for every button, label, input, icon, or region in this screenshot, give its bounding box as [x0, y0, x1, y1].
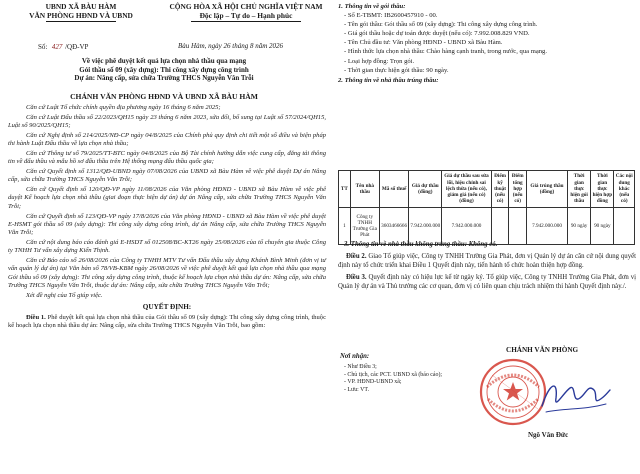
document-body	[8, 104, 326, 332]
table-cell: Công ty TNHH Trường Gia Phát	[350, 208, 379, 245]
column-header: Tên nhà thầu	[350, 171, 379, 208]
subject-line-2: Gói thầu số 09 (xây dựng): Thi công xây dựng công trình	[79, 65, 249, 74]
recital: Căn cứ Nghị định số 214/2025/NĐ-CP ngày 04/8/2025 của Chính phủ quy định chi tiết một số điều và biện pháp thi hành Luật Đấu thầu về lựa chọn nhà thầu;	[8, 131, 326, 148]
article-1-text: Phê duyệt kết quả lựa chọn nhà thầu của Gói thầu số 09 (xây dựng): Thi công xây dựng công trình, thuộc kế hoạch lựa chọn nhà thầu dự án: Nâng cấp, sửa chữa Trường THCS Nguyễn Văn Trỗi, bao gồm:	[8, 314, 326, 330]
handwritten-signature	[536, 372, 612, 420]
winner-table	[338, 170, 635, 245]
info-item: - Loại hợp đồng: Trọn gói.	[344, 57, 415, 65]
agency-underline	[46, 21, 116, 22]
table-header-row	[339, 171, 635, 208]
recital: Căn cứ Quyết định số 1312/QĐ-UBND ngày 07/08/2026 của UBND xã Bàu Hàm về việc phê duyệt Dự án Nâng cấp, sửa chữa Trường THCS Nguyễn Văn Trỗi;	[8, 168, 326, 184]
article-2	[338, 252, 636, 270]
table-row	[339, 208, 635, 245]
decision-articles	[338, 240, 636, 294]
signer-title: CHÁNH VĂN PHÒNG	[506, 346, 579, 354]
recital: Căn cứ Luật Tổ chức chính quyền địa phương ngày 16 tháng 6 năm 2025;	[26, 104, 221, 111]
signer-name: Ngô Văn Đức	[528, 431, 569, 439]
column-header: Giá trúng thầu (đồng)	[526, 171, 567, 208]
table-cell: 7.942.000.000	[409, 208, 442, 245]
decision-heading: QUYẾT ĐỊNH:	[142, 302, 192, 311]
table-cell	[491, 208, 509, 245]
recital: Căn cứ nội dung báo cáo đánh giá E-HSDT số 012508/BC-KT26 ngày 25/08/2026 của tổ chuyên gia thuộc Công ty TNHH Tư vấn xây dựng Kiến Thịnh.	[8, 238, 326, 255]
agency-name: VĂN PHÒNG HĐND VÀ UBND	[29, 10, 133, 20]
column-header: Các nội dung khác (nếu có)	[614, 171, 635, 208]
national-title: CỘNG HÒA XÃ HỘI CHỦ NGHĨA VIỆT NAM	[169, 2, 323, 11]
info-item: - Số E-TBMT: IB2600457910 - 00.	[344, 12, 438, 20]
national-motto	[162, 3, 330, 22]
recipient-item: - Chủ tịch, các PCT. UBND xã (báo cáo);	[344, 371, 443, 378]
bid-package-info	[338, 2, 636, 85]
table-cell	[509, 208, 527, 245]
recipient-item: - VP. HĐND-UBND xã;	[344, 379, 402, 386]
table-cell: 7.942.000.000	[442, 208, 492, 245]
issuer-title: CHÁNH VĂN PHÒNG HĐND VÀ UBND XÃ BÀU HÀM	[70, 92, 258, 101]
column-header: Giá dự thầu sau sửa lỗi, hiệu chỉnh sai lệch thừa (nếu có), giảm giá (nếu có) (đồng)	[442, 171, 492, 208]
recipient-item: - Như Điều 3;	[344, 364, 377, 370]
table-cell: 1	[339, 208, 351, 245]
motto-text: Độc lập – Tự do – Hạnh phúc	[199, 10, 293, 20]
info-item: - Giá gói thầu hoặc dự toán được duyệt (nếu có): 7.992.008.829 VND.	[344, 30, 530, 38]
column-header: Giá dự thầu (đồng)	[409, 171, 442, 208]
column-header: Thời gian thực hiện hợp đồng	[591, 171, 614, 208]
document-date: Bàu Hàm, ngày 26 tháng 8 năm 2026	[178, 42, 283, 50]
document-subject	[2, 57, 326, 83]
motto-underline	[191, 21, 301, 22]
recipient-item: - Lưu: VT.	[344, 386, 370, 393]
article-3	[338, 273, 636, 291]
table-cell: 7.942.000.000	[526, 208, 567, 245]
general-info-heading: 1. Thông tin về gói thầu:	[338, 3, 406, 10]
document-number-prefix: Số:	[38, 43, 48, 51]
column-header: TT	[339, 171, 351, 208]
column-header: Mã số thuế	[379, 171, 409, 208]
article-3-label: Điều 3.	[346, 274, 367, 281]
article-3-text: Quyết định này có hiệu lực kể từ ngày ký. Tổ giúp việc, Công ty TNHH Trường Gia Phát, đơn vị Quản lý dự án và Thủ trưởng các cơ quan, đơn vị có liên quan chịu trách nhiệm thi hành Quyết định này./.	[338, 274, 636, 290]
column-header: Điểm kỹ thuật (nếu có)	[491, 171, 509, 208]
article-2-label: Điều 2.	[346, 253, 367, 260]
winner-heading: 2. Thông tin về nhà thầu trúng thầu:	[338, 76, 439, 84]
article-1-label: Điều 1.	[26, 314, 46, 322]
recipients-heading: Nơi nhận:	[340, 353, 370, 360]
recital: Căn cứ Luật Đấu thầu số 22/2023/QH15 ngày 23 tháng 6 năm 2023, sửa đổi, bổ sung tại Luật số 57/2024/QH15, Luật số 90/2025/QH15;	[8, 113, 326, 130]
document-number-value: 427	[51, 43, 63, 51]
info-item: - Hình thức lựa chọn nhà thầu: Chào hàng cạnh tranh, trong nước, qua mạng.	[344, 48, 547, 56]
document-number	[38, 43, 88, 51]
info-item: - Tên gói thầu: Gói thầu số 09 (xây dựng): Thi công xây dựng công trình.	[344, 21, 538, 29]
subject-line-3: Dự án: Nâng cấp, sửa chữa Trường THCS Nguyễn Văn Trỗi	[74, 74, 254, 83]
document-number-suffix: /QĐ-VP	[65, 43, 89, 51]
info-item: - Tên Chủ đầu tư: Văn phòng HĐND - UBND xã Bàu Hàm.	[344, 39, 503, 47]
recital: Căn cứ Quyết định số 120/QĐ-VP ngày 11/08/2026 của Văn phòng HĐND - UBND xã Bàu Hàm về việc phê duyệt Kế hoạch lựa chọn nhà thầu (giai đoạn thực hiện dự án) dự án Nâng cấp, sửa chữa Trường THCS Nguyễn Văn Trỗi;	[8, 186, 326, 210]
agency-parent: UBND XÃ BÀU HÀM	[45, 2, 117, 11]
table-cell: 90 ngày	[591, 208, 614, 245]
issuing-agency	[2, 3, 160, 22]
article-2-text: Giao Tổ giúp việc, Công ty TNHH Trường Gia Phát, đơn vị Quản lý dự án căn cứ nội dung quyết định này tổ chức triển khai Điều 1 Quyết định này, tiến hành tổ chức hoàn thiện hợp đồng.	[338, 253, 636, 269]
recital: Căn cứ Thông tư số 79/2025/TT-BTC ngày 04/8/2025 của Bộ Tài chính hướng dẫn việc cung cấp, đăng tải thông tin về đấu thầu và mẫu hồ sơ đấu thầu trên Hệ thống mạng đấu thầu quốc gia;	[8, 150, 326, 166]
info-item: - Thời gian thực hiện gói thầu: 90 ngày.	[344, 66, 449, 74]
recital: Căn cứ Báo cáo số 26/08/2026 của Công ty TNHH MTV Tư vấn Đấu thầu xây dựng Khánh Bình Minh (đơn vị tư vấn quản lý dự án) tại Văn bản số 78/VB-KBM ngày 26/08/2026 về việc phê duyệt kết quả lựa chọn nhà thầu qua mạng Gói thầu số 09 (xây dựng): Thi công xây dựng công trình, thuộc kế hoạch lựa chọn nhà thầu dự án: Nâng cấp, sửa chữa Trường THCS Nguyễn Văn Trỗi, thuộc dự án: Nâng cấp, sửa chữa Trường THCS Nguyễn Văn Trỗi;	[8, 257, 326, 289]
column-header: Điểm tổng hợp (nếu có)	[509, 171, 527, 208]
article-1	[8, 314, 326, 331]
column-header: Thời gian thực hiện gói thầu	[568, 171, 591, 208]
table-cell: 3603466666	[379, 208, 409, 245]
table-cell: 90 ngày	[568, 208, 591, 245]
recipients-list	[344, 364, 442, 394]
subject-line-1: Về việc phê duyệt kết quả lựa chọn nhà thầu qua mạng	[81, 57, 247, 65]
losing-bidders-note: 3. Thông tin về nhà thầu không trúng thầu: Không có.	[344, 241, 498, 248]
recital: Căn cứ Quyết định số 123/QĐ-VP ngày 17/8/2026 của Văn phòng HĐND - UBND xã Bàu Hàm về việc phê duyệt E-HSMT gói thầu số 09 (xây dựng): Thi công xây dựng công trình, dự án Nâng cấp, sửa chữa Trường THCS Nguyễn Văn Trỗi;	[8, 212, 326, 237]
table-cell	[614, 208, 635, 245]
recital: Xét đề nghị của Tổ giúp việc.	[26, 291, 103, 299]
